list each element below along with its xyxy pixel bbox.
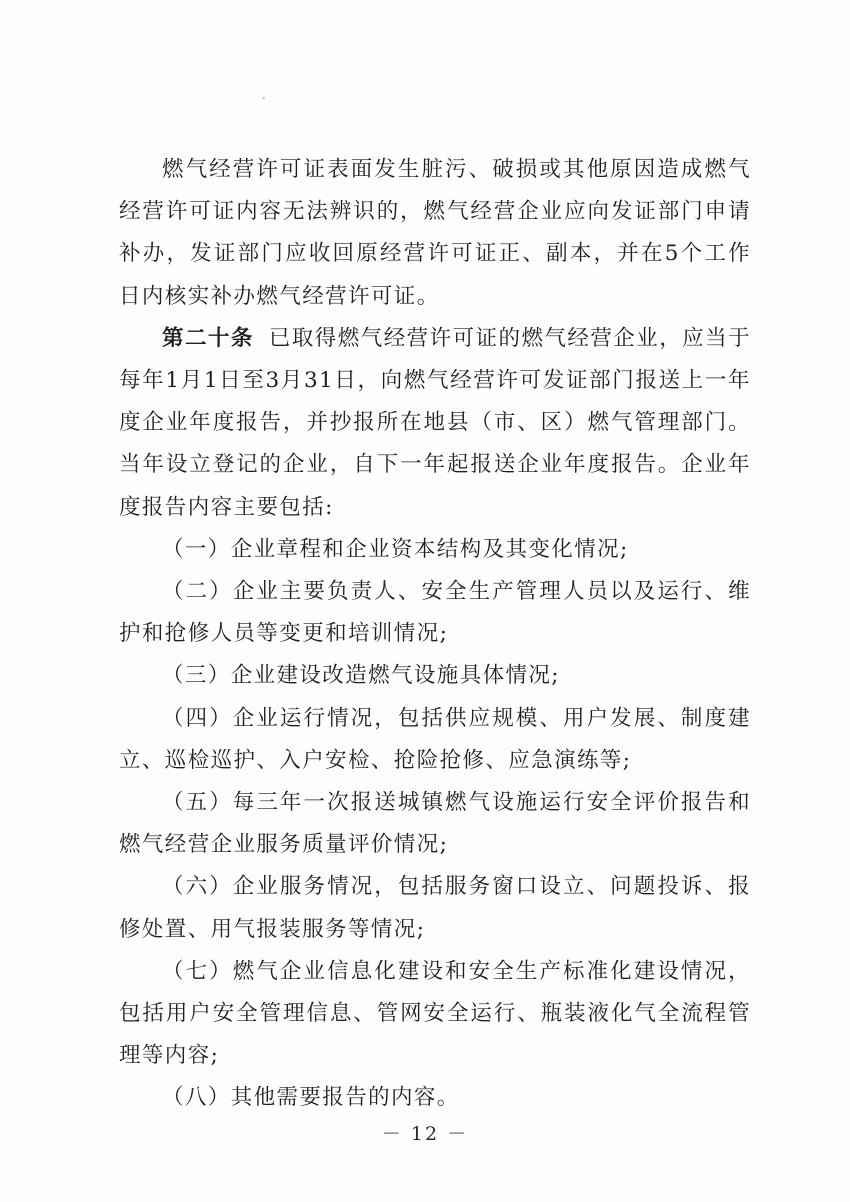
list-item-4 (119, 698, 751, 782)
paragraph-text: 燃气经营许可证表面发生脏污、破损或其他原因造成燃气经营许可证内容无法辨识的，燃气经营企业应向发证部门申请补办，发证部门应收回原经营许可证正、副本，并在5个工作日内核实补办燃气经营许可证。 (119, 157, 751, 309)
list-item-text: （八）其他需要报告的内容。 (162, 1085, 460, 1111)
list-item-1 (119, 529, 751, 571)
article-heading: 第二十条 (162, 325, 254, 351)
list-item-3 (119, 655, 751, 697)
document-body (119, 149, 751, 1120)
list-item-text: （五）每三年一次报送城镇燃气设施运行安全评价报告和燃气经营企业服务质量评价情况; (119, 790, 751, 858)
list-item-text: （七）燃气企业信息化建设和安全生产标准化建设情况，包括用户安全管理信息、管网安全运行、瓶装液化气全流程管理等内容; (119, 958, 751, 1069)
list-item-2 (119, 571, 751, 655)
page-number: － 12 － (381, 1123, 469, 1145)
list-item-6 (119, 866, 751, 950)
list-item-7 (119, 951, 751, 1078)
list-item-text: （四）企业运行情况，包括供应规模、用户发展、制度建立、巡检巡护、入户安检、抢险抢修、应急演练等; (119, 705, 751, 773)
paragraph-text: 已取得燃气经营许可证的燃气经营企业，应当于每年1月1日至3月31日，向燃气经营许可发证部门报送上一年度企业年度报告，并抄报所在地县（市、区）燃气管理部门。当年设立登记的企业，自下一年起报送企业年度报告。企业年度报告内容主要包括: (119, 325, 751, 520)
list-item-text: （六）企业服务情况，包括服务窗口设立、问题投诉、报修处置、用气报装服务等情况; (119, 874, 751, 942)
list-item-5 (119, 782, 751, 866)
list-item-8 (119, 1077, 751, 1119)
paragraph-article-20 (119, 318, 751, 529)
list-item-text: （三）企业建设改造燃气设施具体情况; (162, 663, 560, 689)
scan-speck (262, 97, 265, 99)
list-item-text: （二）企业主要负责人、安全生产管理人员以及运行、维护和抢修人员等变更和培训情况; (119, 579, 751, 647)
paragraph-reissue (119, 149, 751, 318)
list-item-text: （一）企业章程和企业资本结构及其变化情况; (162, 536, 629, 562)
